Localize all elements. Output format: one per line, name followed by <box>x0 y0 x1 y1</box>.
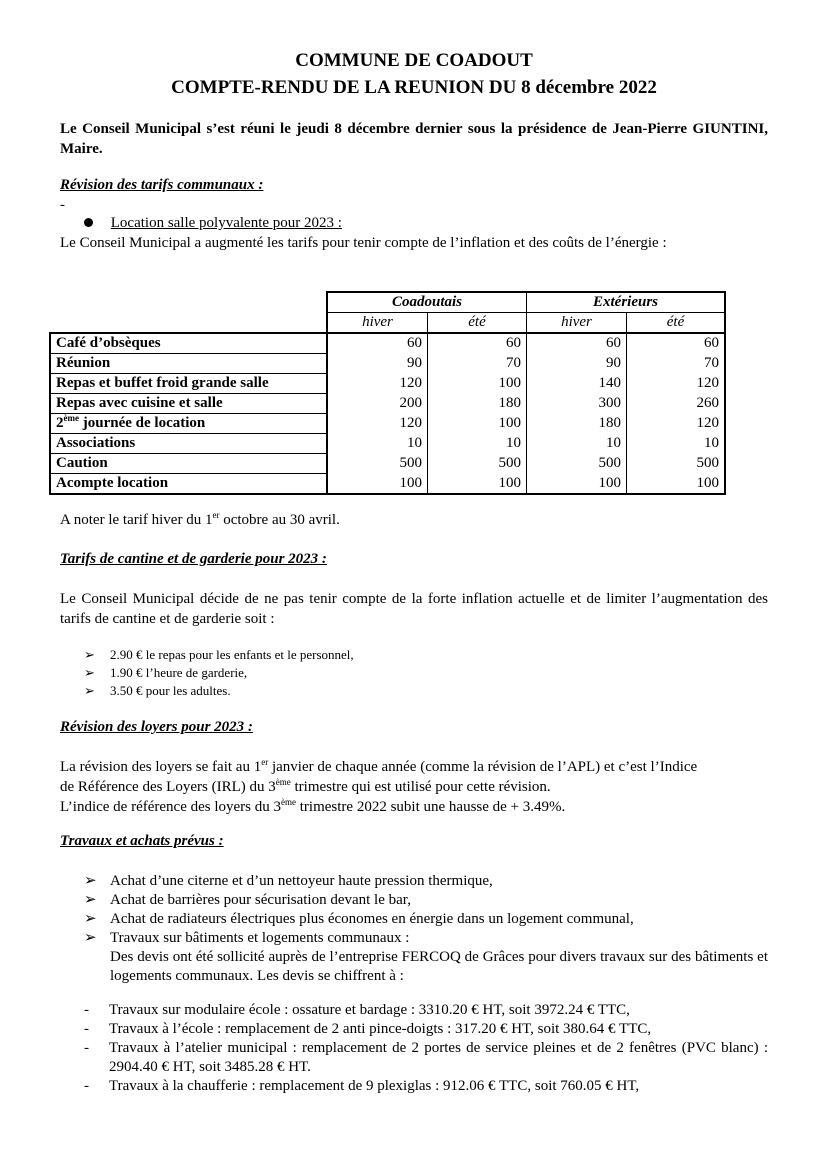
table-cell: 100 <box>428 414 527 434</box>
arrow-bullet-icon: ➢ <box>84 930 97 946</box>
row-label: Repas et buffet froid grande salle <box>50 374 327 394</box>
loyers-line <box>60 797 768 817</box>
list-item-text: Travaux à la chaufferie : remplacement de 9 plexiglas : 912.06 € TTC, soit 760.05 € HT, <box>109 1078 640 1094</box>
table-cell: 10 <box>627 434 726 454</box>
table-cell: 500 <box>428 454 527 474</box>
table-cell: 70 <box>428 354 527 374</box>
row-label: Café d’obsèques <box>50 333 327 354</box>
table-cell: 100 <box>428 474 527 495</box>
cantine-paragraph: Le Conseil Municipal décide de ne pas tenir compte de la forte inflation actuelle et de limiter l’augmentation des tarifs de cantine et de garderie soit : <box>60 591 768 627</box>
table-cell: 100 <box>527 474 627 495</box>
section-heading-tarifs: Révision des tarifs communaux : <box>60 177 264 193</box>
table-cell: 60 <box>428 333 527 354</box>
table-cell: 120 <box>627 414 726 434</box>
tarifs-table-body <box>50 333 725 494</box>
loyers-text: trimestre 2022 subit une hausse de + 3.49%. <box>296 799 566 815</box>
table-cell: 260 <box>627 394 726 414</box>
list-item-text: Travaux sur modulaire école : ossature et bardage : 3310.20 € HT, soit 3972.24 € TTC, <box>109 1002 630 1018</box>
col-group-exterieurs: Extérieurs <box>527 292 726 313</box>
note-sup: er <box>212 510 220 520</box>
loyers-text: de Référence des Loyers (IRL) du 3 <box>60 779 276 795</box>
dash-bullet: - <box>84 1021 89 1037</box>
arrow-bullet-icon: ➢ <box>84 873 97 889</box>
table-cell: 140 <box>527 374 627 394</box>
table-cell: 300 <box>527 394 627 414</box>
arrow-bullet-icon: ➢ <box>84 892 97 908</box>
loyers-paragraph <box>60 757 768 817</box>
table-cell: 200 <box>327 394 428 414</box>
row-label: Réunion <box>50 354 327 374</box>
devis-list <box>60 1001 768 1096</box>
list-item <box>84 929 768 948</box>
tarif-hiver-note <box>60 512 340 529</box>
table-cell: 10 <box>428 434 527 454</box>
col-header-hiver: hiver <box>327 313 428 334</box>
document-title-commune: COMMUNE DE COADOUT <box>295 50 533 71</box>
row-label: Repas avec cuisine et salle <box>50 394 327 414</box>
table-cell: 180 <box>527 414 627 434</box>
dash-bullet: - <box>84 1078 89 1094</box>
tarifs-table <box>49 291 726 495</box>
loyers-text: L’indice de référence des loyers du 3 <box>60 799 282 815</box>
list-item-text: 1.90 € l’heure de garderie, <box>110 665 248 680</box>
loyers-text: janvier de chaque année (comme la révision de l’APL) et c’est l’Indice <box>268 759 698 775</box>
table-cell: 180 <box>428 394 527 414</box>
row-label: Associations <box>50 434 327 454</box>
arrow-bullet-icon: ➢ <box>84 647 95 662</box>
table-cell: 100 <box>428 374 527 394</box>
table-cell: 120 <box>627 374 726 394</box>
col-header-ete: été <box>627 313 726 334</box>
arrow-bullet-icon: ➢ <box>84 683 95 698</box>
intro-paragraph: Le Conseil Municipal s’est réuni le jeudi 8 décembre dernier sous la présidence de Jean-Pierre GIUNTINI, Maire. <box>60 121 768 157</box>
list-item <box>84 910 768 929</box>
table-cell: 500 <box>527 454 627 474</box>
table-cell: 60 <box>327 333 428 354</box>
document-title-report: COMPTE-RENDU DE LA REUNION DU 8 décembre 2022 <box>171 77 657 98</box>
list-item-text: Achat de barrières pour sécurisation devant le bar, <box>110 892 411 908</box>
devis-paragraph: Des devis ont été sollicité auprès de l’entreprise FERCOQ de Grâces pour divers travaux sur des bâtiments et logements communaux. Les devis se chiffrent à : <box>110 949 768 984</box>
table-row <box>50 374 725 394</box>
list-item-text: 3.50 € pour les adultes. <box>110 683 231 698</box>
col-group-coadoutais: Coadoutais <box>327 292 527 313</box>
table-cell: 120 <box>327 414 428 434</box>
table-cell: 60 <box>627 333 726 354</box>
table-cell: 10 <box>527 434 627 454</box>
list-item-text: Travaux sur bâtiments et logements communaux : <box>110 930 410 946</box>
col-header-hiver: hiver <box>527 313 627 334</box>
cantine-list <box>84 647 354 701</box>
list-item <box>60 1001 768 1020</box>
dash-bullet: - <box>84 1040 89 1056</box>
bullet-item-label: Location salle polyvalente pour 2023 : <box>110 215 342 231</box>
table-cell: 500 <box>327 454 428 474</box>
table-cell: 100 <box>327 474 428 495</box>
table-cell: 100 <box>627 474 726 495</box>
row-label: 2ème journée de location <box>50 414 327 434</box>
list-item-text: Achat de radiateurs électriques plus économes en énergie dans un logement communal, <box>110 911 634 927</box>
list-item <box>84 872 768 891</box>
loyers-text: La révision des loyers se fait au 1 <box>60 759 262 775</box>
table-cell: 90 <box>527 354 627 374</box>
table-row <box>50 394 725 414</box>
list-item <box>84 683 354 701</box>
loyers-sup: ème <box>281 797 297 807</box>
list-item <box>84 665 354 683</box>
table-row <box>50 333 725 354</box>
row-label: Caution <box>50 454 327 474</box>
table-cell: 90 <box>327 354 428 374</box>
list-item-text: Achat d’une citerne et d’un nettoyeur haute pression thermique, <box>110 873 493 889</box>
list-item-text: Travaux à l’atelier municipal : remplacement de 2 portes de service pleines et de 2 fenêtres (PVC blanc) : 2904.40 € HT, soit 3485.28 € HT. <box>109 1040 768 1075</box>
loyers-text: trimestre qui est utilisé pour cette révision. <box>290 779 551 795</box>
loyers-line <box>60 777 768 797</box>
table-row <box>50 354 725 374</box>
list-item <box>60 1077 768 1096</box>
table-cell: 60 <box>527 333 627 354</box>
section-heading-travaux: Travaux et achats prévus : <box>60 833 224 849</box>
section-heading-loyers: Révision des loyers pour 2023 : <box>60 719 253 735</box>
table-cell: 70 <box>627 354 726 374</box>
table-cell: 500 <box>627 454 726 474</box>
col-header-ete: été <box>428 313 527 334</box>
table-cell: 10 <box>327 434 428 454</box>
table-row <box>50 414 725 434</box>
note-text-end: octobre au 30 avril. <box>219 512 340 528</box>
table-row <box>50 454 725 474</box>
arrow-bullet-icon: ➢ <box>84 665 95 680</box>
loyers-sup: ème <box>275 777 291 787</box>
loyers-line <box>60 757 768 777</box>
list-item-text: Travaux à l’école : remplacement de 2 anti pince-doigts : 317.20 € HT, soit 380.64 € TTC, <box>109 1021 652 1037</box>
table-row <box>50 474 725 495</box>
bullet-item-salle <box>84 215 342 232</box>
note-text: A noter le tarif hiver du 1 <box>60 512 213 528</box>
travaux-list <box>84 872 768 986</box>
dash-bullet: - <box>84 1002 89 1018</box>
section-heading-cantine: Tarifs de cantine et de garderie pour 2023 : <box>60 551 327 567</box>
stray-dash: - <box>60 197 65 213</box>
bullet-dot-icon <box>84 218 93 227</box>
list-item <box>60 1020 768 1039</box>
table-row <box>50 434 725 454</box>
loyers-sup: er <box>261 757 269 767</box>
tarifs-intro-text: Le Conseil Municipal a augmenté les tarifs pour tenir compte de l’inflation et des coûts de l’énergie : <box>60 235 667 251</box>
list-item <box>84 647 354 665</box>
list-item <box>60 1039 768 1077</box>
list-item <box>84 891 768 910</box>
arrow-bullet-icon: ➢ <box>84 911 97 927</box>
list-item-text: 2.90 € le repas pour les enfants et le personnel, <box>110 647 354 662</box>
table-cell: 120 <box>327 374 428 394</box>
row-label: Acompte location <box>50 474 327 495</box>
